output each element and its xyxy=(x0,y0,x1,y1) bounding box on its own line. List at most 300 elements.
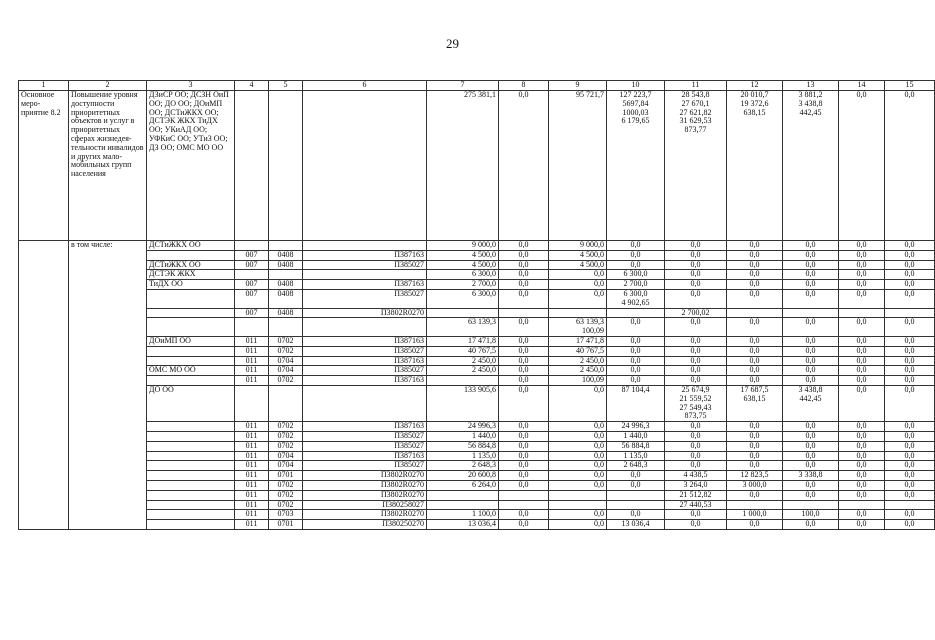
budget-table xyxy=(18,80,935,530)
amount-cell: 0,0 xyxy=(607,376,665,386)
amount-cell: 0,0 xyxy=(607,241,665,251)
col-number: 14 xyxy=(839,81,885,91)
amount-cell: 0,0 xyxy=(607,336,665,346)
amount-cell: 0,0 xyxy=(727,241,783,251)
amount-cell: 0,0 xyxy=(727,260,783,270)
amount-cell: 0,0 xyxy=(839,422,885,432)
amount-cell: 0,0 xyxy=(665,336,727,346)
cell xyxy=(19,241,69,530)
code-cell: 011 xyxy=(235,471,269,481)
amount-cell: 0,0 xyxy=(499,318,549,337)
amount-cell: 0,0 xyxy=(727,422,783,432)
executor-cell: ДОиМП ОО xyxy=(147,336,235,346)
amount-cell: 1 100,0 xyxy=(427,510,499,520)
table-row xyxy=(19,422,935,432)
amount-cell: 0,0 xyxy=(499,480,549,490)
executor-cell xyxy=(147,308,235,318)
amount-cell: 0,0 xyxy=(783,270,839,280)
amount-cell: 0,0 xyxy=(885,270,935,280)
amount-cell: 0,0 xyxy=(885,376,935,386)
amount-cell: 0,0 xyxy=(499,431,549,441)
amount-cell: 0,0 xyxy=(839,318,885,337)
code-cell: 0702 xyxy=(269,346,303,356)
code-cell: П387163 xyxy=(303,336,427,346)
code-cell: 011 xyxy=(235,490,269,500)
code-cell xyxy=(303,385,427,421)
amount-cell: 0,0 xyxy=(549,385,607,421)
amount-cell: 0,0 xyxy=(499,289,549,308)
amount-cell: 0,0 xyxy=(885,422,935,432)
amount-cell: 0,0 xyxy=(549,471,607,481)
amount-cell: 20 600,8 xyxy=(427,471,499,481)
activity-title: Основное меро-приятие 8.2 xyxy=(19,91,69,241)
code-cell: П385027 xyxy=(303,346,427,356)
executor-cell xyxy=(147,250,235,260)
amount-cell: 0,0 xyxy=(499,461,549,471)
code-cell: П387163 xyxy=(303,451,427,461)
col-number: 15 xyxy=(885,81,935,91)
amount-cell: 3 264,0 xyxy=(665,480,727,490)
table-row xyxy=(19,280,935,290)
executor-cell xyxy=(147,500,235,510)
amount-cell: 0,0 xyxy=(839,510,885,520)
amount-cell: 0,0 xyxy=(607,318,665,337)
amount-cell: 0,0 xyxy=(549,289,607,308)
amount-cell: 0,0 xyxy=(499,385,549,421)
amount-cell: 2 700,02 xyxy=(665,308,727,318)
amount-cell: 0,0 xyxy=(783,346,839,356)
col-number: 2 xyxy=(69,81,147,91)
code-cell xyxy=(303,318,427,337)
col-number: 12 xyxy=(727,81,783,91)
executor-cell xyxy=(147,480,235,490)
col-number: 3 xyxy=(147,81,235,91)
amount-cell: 0,0 xyxy=(665,422,727,432)
amount-cell: 0,0 xyxy=(665,250,727,260)
executor-cell xyxy=(147,422,235,432)
amount-cell: 0,0 xyxy=(549,270,607,280)
amount-cell: 0,0 xyxy=(783,241,839,251)
amount-cell: 0,0 xyxy=(665,461,727,471)
amount-cell: 2 450,0 xyxy=(549,366,607,376)
amount-cell: 0,0 xyxy=(885,480,935,490)
amount-cell: 0,0 xyxy=(665,376,727,386)
amount-cell: 0,0 xyxy=(783,260,839,270)
amount-cell: 0,0 xyxy=(727,520,783,530)
code-cell: 011 xyxy=(235,461,269,471)
amount-cell: 0,0 xyxy=(549,280,607,290)
amount-cell: 0,0 xyxy=(885,431,935,441)
amount-cell: 0,0 xyxy=(839,366,885,376)
executor-cell xyxy=(147,376,235,386)
amount-cell: 127 223,7 5697,84 1000,03 6 179,65 xyxy=(607,91,665,241)
code-cell: П3802R0270 xyxy=(303,471,427,481)
amount-cell: 0,0 xyxy=(885,336,935,346)
table-row xyxy=(19,490,935,500)
code-cell: 0408 xyxy=(269,308,303,318)
amount-cell: 0,0 xyxy=(665,431,727,441)
activity-description: Повышение уровня доступности приоритетных объектов и услуг в приоритетных сферах жизнедея-тельности инвалидов и других мало-мобильных групп населения xyxy=(69,91,147,241)
amount-cell: 0,0 xyxy=(499,451,549,461)
code-cell: 0701 xyxy=(269,520,303,530)
amount-cell: 0,0 xyxy=(885,490,935,500)
amount-cell: 0,0 xyxy=(885,289,935,308)
amount-cell: 6 300,0 xyxy=(427,270,499,280)
executor-cell: ТиДХ ОО xyxy=(147,280,235,290)
amount-cell: 0,0 xyxy=(727,451,783,461)
amount-cell: 100,0 xyxy=(783,510,839,520)
amount-cell: 0,0 xyxy=(783,480,839,490)
amount-cell: 0,0 xyxy=(607,346,665,356)
sub-label: в том числе: xyxy=(69,241,147,530)
amount-cell: 4 438,5 xyxy=(665,471,727,481)
amount-cell: 0,0 xyxy=(549,431,607,441)
amount-cell: 0,0 xyxy=(607,480,665,490)
col-number: 5 xyxy=(269,81,303,91)
amount-cell: 0,0 xyxy=(549,451,607,461)
amount-cell: 0,0 xyxy=(665,366,727,376)
amount-cell: 0,0 xyxy=(665,346,727,356)
code-cell: 0408 xyxy=(269,250,303,260)
amount-cell: 0,0 xyxy=(499,520,549,530)
code-cell: 0702 xyxy=(269,431,303,441)
column-number-row xyxy=(19,81,935,91)
executor-cell: ДСТиЖКХ ОО xyxy=(147,260,235,270)
amount-cell: 0,0 xyxy=(499,471,549,481)
code-cell: 0702 xyxy=(269,480,303,490)
amount-cell: 0,0 xyxy=(885,520,935,530)
table-row xyxy=(19,471,935,481)
table-row xyxy=(19,480,935,490)
amount-cell: 95 721,7 xyxy=(549,91,607,241)
col-number: 4 xyxy=(235,81,269,91)
code-cell: 011 xyxy=(235,480,269,490)
code-cell: П385027 xyxy=(303,260,427,270)
table-row xyxy=(19,431,935,441)
amount-cell: 0,0 xyxy=(839,260,885,270)
amount-cell: 0,0 xyxy=(839,250,885,260)
amount-cell: 0,0 xyxy=(839,461,885,471)
amount-cell: 1 135,0 xyxy=(607,451,665,461)
amount-cell xyxy=(499,490,549,500)
amount-cell: 0,0 xyxy=(727,280,783,290)
amount-cell: 0,0 xyxy=(727,441,783,451)
table-row xyxy=(19,366,935,376)
amount-cell: 0,0 xyxy=(665,510,727,520)
amount-cell: 0,0 xyxy=(549,510,607,520)
amount-cell: 0,0 xyxy=(839,451,885,461)
table-row xyxy=(19,376,935,386)
code-cell xyxy=(235,385,269,421)
amount-cell: 2 450,0 xyxy=(549,356,607,366)
amount-cell: 0,0 xyxy=(783,520,839,530)
executor-cell: ДСТиЖКХ ОО xyxy=(147,241,235,251)
code-cell: 0702 xyxy=(269,441,303,451)
code-cell: 0701 xyxy=(269,471,303,481)
amount-cell: 0,0 xyxy=(607,356,665,366)
table-row xyxy=(19,336,935,346)
code-cell: 0704 xyxy=(269,366,303,376)
executor-cell xyxy=(147,451,235,461)
amount-cell: 0,0 xyxy=(783,490,839,500)
code-cell: П380250270 xyxy=(303,520,427,530)
col-number: 13 xyxy=(783,81,839,91)
amount-cell: 28 543,8 27 670,1 27 621,82 31 629,53 873,77 xyxy=(665,91,727,241)
amount-cell: 0,0 xyxy=(885,250,935,260)
amount-cell: 2 700,0 xyxy=(607,280,665,290)
amount-cell: 0,0 xyxy=(885,385,935,421)
code-cell: П387163 xyxy=(303,376,427,386)
code-cell: П387163 xyxy=(303,422,427,432)
code-cell: П3802R0270 xyxy=(303,510,427,520)
amount-cell: 0,0 xyxy=(607,471,665,481)
amount-cell: 0,0 xyxy=(885,356,935,366)
table-row xyxy=(19,250,935,260)
code-cell: 0704 xyxy=(269,461,303,471)
code-cell: 011 xyxy=(235,510,269,520)
amount-cell: 0,0 xyxy=(783,366,839,376)
amount-cell: 0,0 xyxy=(499,260,549,270)
code-cell: 011 xyxy=(235,431,269,441)
code-cell: П3802R0270 xyxy=(303,308,427,318)
amount-cell: 4 500,0 xyxy=(549,250,607,260)
code-cell: 011 xyxy=(235,500,269,510)
amount-cell: 0,0 xyxy=(727,346,783,356)
amount-cell: 0,0 xyxy=(885,91,935,241)
code-cell: 0702 xyxy=(269,376,303,386)
amount-cell: 0,0 xyxy=(607,260,665,270)
code-cell xyxy=(269,241,303,251)
amount-cell: 4 500,0 xyxy=(549,260,607,270)
code-cell: 0408 xyxy=(269,260,303,270)
table-row xyxy=(19,318,935,337)
amount-cell: 0,0 xyxy=(499,510,549,520)
code-cell: 007 xyxy=(235,280,269,290)
amount-cell: 0,0 xyxy=(499,280,549,290)
page-number: 29 xyxy=(446,36,459,51)
amount-cell: 0,0 xyxy=(783,461,839,471)
amount-cell: 0,0 xyxy=(783,336,839,346)
amount-cell: 3 000,0 xyxy=(727,480,783,490)
code-cell: П385027 xyxy=(303,441,427,451)
amount-cell: 0,0 xyxy=(499,336,549,346)
amount-cell: 24 996,3 xyxy=(607,422,665,432)
amount-cell: 0,0 xyxy=(839,280,885,290)
amount-cell: 27 440,53 xyxy=(665,500,727,510)
amount-cell: 0,0 xyxy=(499,346,549,356)
amount-cell: 0,0 xyxy=(549,441,607,451)
amount-cell: 0,0 xyxy=(783,441,839,451)
executor-cell xyxy=(147,431,235,441)
code-cell: 0704 xyxy=(269,451,303,461)
amount-cell: 0,0 xyxy=(783,250,839,260)
code-cell: 011 xyxy=(235,441,269,451)
amount-cell: 2 700,0 xyxy=(427,280,499,290)
executor-cell xyxy=(147,520,235,530)
amount-cell: 0,0 xyxy=(665,289,727,308)
table-row xyxy=(19,441,935,451)
amount-cell: 2 450,0 xyxy=(427,356,499,366)
code-cell: П387163 xyxy=(303,280,427,290)
amount-cell: 24 996,3 xyxy=(427,422,499,432)
amount-cell: 56 884,8 xyxy=(427,441,499,451)
executor-cell xyxy=(147,346,235,356)
amount-cell: 0,0 xyxy=(727,376,783,386)
code-cell: 0408 xyxy=(269,289,303,308)
executor-cell: ДО ОО xyxy=(147,385,235,421)
col-number: 6 xyxy=(303,81,427,91)
amount-cell: 0,0 xyxy=(727,490,783,500)
amount-cell: 56 884,8 xyxy=(607,441,665,451)
amount-cell: 0,0 xyxy=(499,376,549,386)
code-cell: 0704 xyxy=(269,356,303,366)
code-cell: 007 xyxy=(235,289,269,308)
table-row xyxy=(19,385,935,421)
amount-cell: 0,0 xyxy=(885,451,935,461)
col-number: 1 xyxy=(19,81,69,91)
code-cell: 011 xyxy=(235,366,269,376)
amount-cell: 0,0 xyxy=(665,318,727,337)
amount-cell: 0,0 xyxy=(839,376,885,386)
amount-cell: 0,0 xyxy=(839,520,885,530)
executor-cell xyxy=(147,318,235,337)
amount-cell: 1 440,0 xyxy=(427,431,499,441)
amount-cell: 17 687,5 638,15 xyxy=(727,385,783,421)
amount-cell: 0,0 xyxy=(665,451,727,461)
amount-cell: 9 000,0 xyxy=(549,241,607,251)
code-cell: 007 xyxy=(235,308,269,318)
code-cell: 0408 xyxy=(269,280,303,290)
amount-cell: 0,0 xyxy=(885,318,935,337)
code-cell xyxy=(303,241,427,251)
amount-cell: 0,0 xyxy=(783,356,839,366)
code-cell: П380258027 xyxy=(303,500,427,510)
amount-cell: 2 648,3 xyxy=(427,461,499,471)
amount-cell: 13 036,4 xyxy=(607,520,665,530)
amount-cell xyxy=(549,490,607,500)
amount-cell: 0,0 xyxy=(499,441,549,451)
table-row xyxy=(19,289,935,308)
amount-cell: 1 000,0 xyxy=(727,510,783,520)
code-cell: П3802R0270 xyxy=(303,490,427,500)
code-cell xyxy=(235,241,269,251)
amount-cell xyxy=(427,376,499,386)
amount-cell: 0,0 xyxy=(885,471,935,481)
amount-cell: 17 471,8 xyxy=(549,336,607,346)
responsible-executors: ДЗиСР ОО; ДСЗН ОиП ОО; ДО ОО; ДОиМП ОО; ДСТиЖКХ ОО; ДСТЭК ЖКХ ТиДХ ОО; УКиАД ОО; УФКиС ОО; УТиЗ ОО; ДЗ ОО; ОМС МО ОО xyxy=(147,91,235,241)
amount-cell: 3 438,8 442,45 xyxy=(783,385,839,421)
amount-cell: 0,0 xyxy=(549,480,607,490)
amount-cell: 0,0 xyxy=(783,451,839,461)
amount-cell: 0,0 xyxy=(499,356,549,366)
amount-cell: 21 512,82 xyxy=(665,490,727,500)
amount-cell: 0,0 xyxy=(839,385,885,421)
code-cell: 0702 xyxy=(269,422,303,432)
amount-cell: 0,0 xyxy=(727,250,783,260)
amount-cell: 0,0 xyxy=(839,431,885,441)
amount-cell: 0,0 xyxy=(885,260,935,270)
amount-cell: 0,0 xyxy=(727,356,783,366)
amount-cell: 0,0 xyxy=(499,366,549,376)
amount-cell: 0,0 xyxy=(727,318,783,337)
amount-cell: 0,0 xyxy=(839,356,885,366)
total-cell: 275 381,1 xyxy=(427,91,499,241)
executor-cell: ДСТЭК ЖКХ xyxy=(147,270,235,280)
amount-cell: 9 000,0 xyxy=(427,241,499,251)
code-cell xyxy=(269,385,303,421)
amount-cell: 0,0 xyxy=(839,241,885,251)
amount-cell: 133 905,6 xyxy=(427,385,499,421)
amount-cell: 13 036,4 xyxy=(427,520,499,530)
executor-cell xyxy=(147,510,235,520)
code-cell: 011 xyxy=(235,422,269,432)
code-cell: П385027 xyxy=(303,289,427,308)
amount-cell: 0,0 xyxy=(607,366,665,376)
executor-cell: ОМС МО ОО xyxy=(147,366,235,376)
amount-cell xyxy=(607,490,665,500)
amount-cell: 0,0 xyxy=(885,280,935,290)
amount-cell: 0,0 xyxy=(665,241,727,251)
amount-cell: 0,0 xyxy=(885,366,935,376)
amount-cell: 100,09 xyxy=(549,376,607,386)
amount-cell: 3 881,2 3 438,8 442,45 xyxy=(783,91,839,241)
amount-cell: 0,0 xyxy=(783,376,839,386)
amount-cell: 4 500,0 xyxy=(427,250,499,260)
executor-cell xyxy=(147,289,235,308)
amount-cell: 0,0 xyxy=(839,441,885,451)
amount-cell: 0,0 xyxy=(727,366,783,376)
executor-cell xyxy=(147,471,235,481)
amount-cell: 0,0 xyxy=(885,241,935,251)
code-cell: 011 xyxy=(235,376,269,386)
table-row xyxy=(19,241,935,251)
amount-cell: 1 440,0 xyxy=(607,431,665,441)
amount-cell: 0,0 xyxy=(727,336,783,346)
cell xyxy=(303,91,427,241)
code-cell: 0702 xyxy=(269,490,303,500)
amount-cell xyxy=(427,490,499,500)
amount-cell: 0,0 xyxy=(839,91,885,241)
amount-cell: 6 264,0 xyxy=(427,480,499,490)
amount-cell: 0,0 xyxy=(839,346,885,356)
amount-cell: 0,0 xyxy=(665,260,727,270)
amount-cell: 0,0 xyxy=(549,461,607,471)
table-row xyxy=(19,520,935,530)
amount-cell: 4 500,0 xyxy=(427,260,499,270)
code-cell: П3802R0270 xyxy=(303,480,427,490)
amount-cell: 0,0 xyxy=(783,289,839,308)
code-cell: 0702 xyxy=(269,500,303,510)
amount-cell: 1 135,0 xyxy=(427,451,499,461)
amount-cell: 87 104,4 xyxy=(607,385,665,421)
code-cell: П387163 xyxy=(303,356,427,366)
executor-cell xyxy=(147,461,235,471)
amount-cell: 0,0 xyxy=(839,480,885,490)
cell xyxy=(269,91,303,241)
amount-cell: 0,0 xyxy=(783,431,839,441)
amount-cell: 0,0 xyxy=(839,289,885,308)
amount-cell: 0,0 xyxy=(885,346,935,356)
amount-cell: 0,0 xyxy=(665,356,727,366)
amount-cell: 63 139,3 xyxy=(427,318,499,337)
code-cell: 007 xyxy=(235,250,269,260)
cell xyxy=(235,91,269,241)
amount-cell: 0,0 xyxy=(607,510,665,520)
code-cell: П385027 xyxy=(303,431,427,441)
amount-cell: 63 139,3 100,09 xyxy=(549,318,607,337)
code-cell: 011 xyxy=(235,356,269,366)
amount-cell: 0,0 xyxy=(665,441,727,451)
